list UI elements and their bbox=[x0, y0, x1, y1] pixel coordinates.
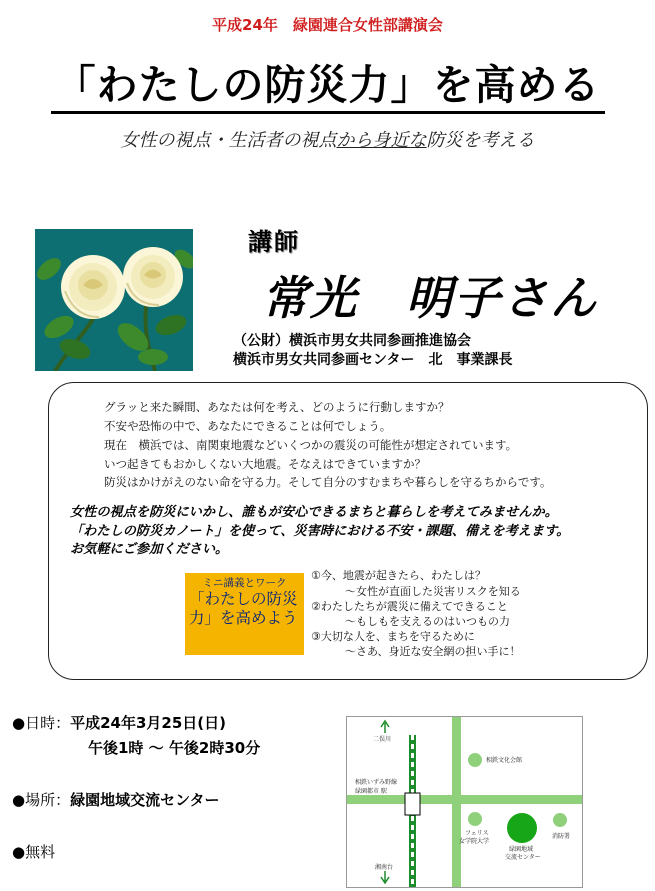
subtitle bbox=[0, 126, 655, 152]
date-value: 平成24年3月25日(日) bbox=[70, 714, 226, 732]
event-name: 平成24年 緑園連合女性部講演会 bbox=[212, 16, 443, 34]
bunka-marker bbox=[468, 753, 482, 767]
date-label: ●日時： bbox=[12, 714, 71, 732]
intro-line: 不安や恐怖の中で、あなたにできることは何でしょう。 bbox=[104, 419, 392, 433]
fee-label: ●無料 bbox=[12, 843, 56, 861]
map-road-vertical bbox=[452, 717, 461, 887]
workshop-title: 「わたしの防災力」を高めよう bbox=[189, 590, 298, 627]
topic-line: ①今、地震が起きたら、わたしは？ bbox=[311, 569, 486, 582]
map-label-bunka: 相鉄文化会館 bbox=[486, 757, 523, 764]
topic-line: ②わたしたちが震災に備えてできること bbox=[311, 600, 508, 613]
access-map bbox=[346, 716, 583, 888]
station-icon bbox=[405, 793, 420, 815]
speaker-name: 常光 明子さん bbox=[262, 271, 598, 325]
topic-line: 〜さあ、身近な安全網の担い手に！ bbox=[345, 645, 521, 658]
map-label-center-2: 交流センター bbox=[505, 854, 541, 861]
rose-image bbox=[35, 229, 193, 371]
intro-line: いつ起きてもおかしくない大地震。そなえはできていますか？ bbox=[104, 457, 426, 471]
map-label-station: 緑園都市 駅 bbox=[355, 788, 387, 795]
invite-line: 「わたしの防災カノート」を使って、災害時における不安・課題、備えを考えます。 bbox=[70, 524, 570, 539]
topic-line: 〜もしもを支えるのはいつもの力 bbox=[345, 615, 510, 628]
place-value: 緑園地域交流センター bbox=[70, 791, 220, 809]
speaker-org-line-2: 横浜市男女共同参画センター 北 事業課長 bbox=[233, 352, 513, 368]
map-label-fire: 消防署 bbox=[552, 833, 571, 840]
page-title-text: 「わたしの防災力」を高める bbox=[51, 61, 605, 114]
map-label-center: 緑園地域 bbox=[509, 846, 534, 853]
fire-station-marker bbox=[553, 813, 567, 827]
map-label-ferris: フェリス bbox=[465, 830, 489, 837]
date-row bbox=[12, 712, 226, 733]
invite-line: お気軽にご参加ください。 bbox=[70, 542, 229, 557]
center-marker bbox=[507, 813, 537, 843]
place-label: ●場所： bbox=[12, 791, 71, 809]
map-label-line: 相鉄いずみ野線 bbox=[355, 779, 398, 786]
lecturer-label: 講師 bbox=[248, 228, 300, 256]
intro-line: 現在 横浜では、南関東地震などいくつかの震災の可能性が想定されています。 bbox=[104, 438, 518, 452]
subtitle-part-1: 女性の視点・生活者の視点 bbox=[120, 130, 337, 151]
invite-line: 女性の視点を防災にいかし、誰もが安心できるまちと暮らしを考えてみませんか。 bbox=[70, 505, 558, 520]
map-road-horizontal bbox=[347, 795, 582, 804]
place-row bbox=[12, 789, 220, 810]
speaker-org-line-1: （公財）横浜市男女共同参画推進協会 bbox=[233, 333, 471, 349]
ferris-marker bbox=[468, 812, 482, 826]
topic-line: 〜女性が直面した災害リスクを知る bbox=[345, 585, 521, 598]
map-label-ferris-2: 女学院大学 bbox=[459, 838, 490, 845]
arrow-up-icon bbox=[381, 721, 389, 733]
time-value: 午後1時 〜 午後2時30分 bbox=[88, 739, 261, 757]
topic-line: ③大切な人を、まちを守るために bbox=[311, 630, 475, 643]
workshop-label: ミニ講義とワーク bbox=[202, 577, 287, 589]
intro-line: グラッと来た瞬間、あなたは何を考え、どのように行動しますか？ bbox=[104, 400, 450, 414]
page-title bbox=[0, 52, 655, 111]
map-label-futamatagawa: 二俣川 bbox=[373, 736, 392, 743]
map-label-yayoidai: 湘南台 bbox=[375, 864, 394, 871]
map-drawing bbox=[347, 717, 582, 887]
rose-illustration bbox=[35, 229, 193, 371]
subtitle-part-2: から身近な bbox=[336, 130, 427, 151]
arrow-down-icon bbox=[381, 871, 389, 883]
subtitle-part-3: 防災を考える bbox=[426, 130, 535, 151]
workshop-badge bbox=[185, 573, 304, 655]
intro-line: 防災はかけがえのない命を守る力。そして自分のすむまちや暮らしを守るちからです。 bbox=[104, 475, 552, 489]
